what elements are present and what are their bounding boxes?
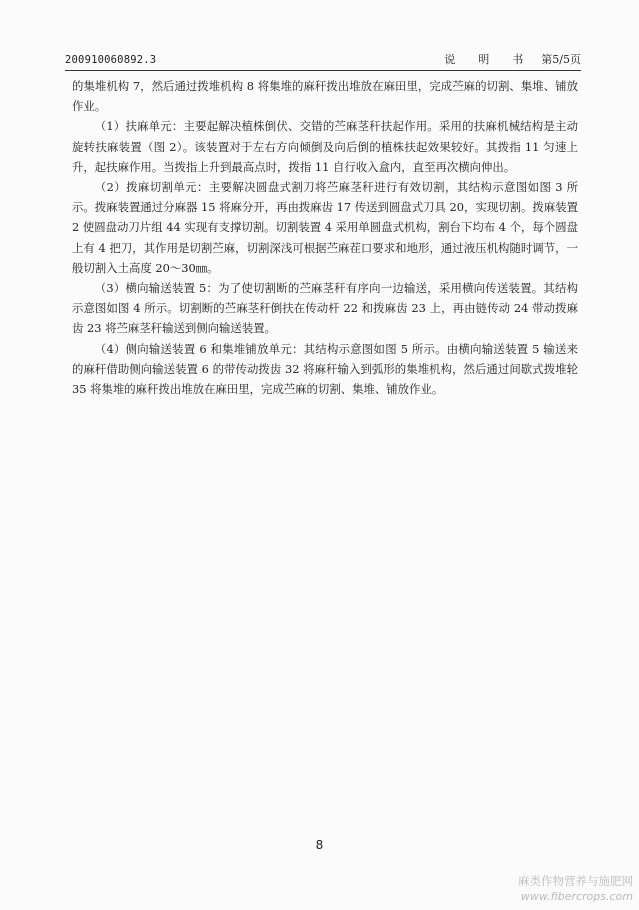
paragraph-continuation: 的集堆机构 7，然后通过拨堆机构 8 将集堆的麻秆拨出堆放在麻田里，完成苎麻的切割、集堆、铺放作业。 <box>72 79 578 114</box>
paragraph-cutting-unit: （2）拨麻切割单元：主要解决圆盘式割刀将苎麻茎秆进行有效切割，其结构示意图如图 3 所示。拨麻装置通过分麻器 15 将麻分开，再由拨麻齿 17 传送到圆盘式刀具 20，实现切割。拨麻装置 2 使圆盘动刀片组 44 实现有支撑切割。切割装置 4 采用单圆盘式机构，割台下均布 4 个，每个圆盘上有 4 把刀，其作用是切割苎麻，切割深浅可根据苎麻茬口要求和地形，通过液压机构随时调节，一般切割入土高度 20～30㎜。 <box>72 180 578 275</box>
document-body <box>72 76 578 399</box>
document-type-title: 说 明 书 <box>444 53 530 66</box>
header-divider <box>65 70 581 71</box>
paragraph-transverse-conveyor: （3）横向输送装置 5：为了使切割断的苎麻茎秆有序向一边输送，采用横向传送装置。其结构示意图如图 4 所示。切割断的苎麻茎秆倒扶在传动杆 22 和拨麻齿 23 上，再由链传动 24 带动拨麻齿 23 将苎麻茎秆输送到侧向输送装置。 <box>72 281 578 336</box>
header-right-group <box>444 50 581 70</box>
page-header <box>65 50 581 70</box>
watermark-site-url: www.fibercrops.com <box>520 890 633 903</box>
watermark-site-name: 麻类作物营养与施肥网 <box>518 874 633 888</box>
page-indicator: 第5/5页 <box>541 53 581 66</box>
patent-application-number: 200910060892.3 <box>65 54 157 66</box>
paragraph-lifting-unit: （1）扶麻单元：主要起解决植株倒伏、交错的苎麻茎秆扶起作用。采用的扶麻机械结构是主动旋转扶麻装置（图 2）。该装置对于左右方向倾倒及向后倒的植株扶起效果较好。其拨指 11 匀速上升，起扶麻作用。当拨指上升到最高点时，拨指 11 自行收入盒内，直至再次横向伸出。 <box>72 119 578 174</box>
page-number: 8 <box>315 838 324 852</box>
site-watermark <box>518 874 633 904</box>
paragraph-lateral-conveyor: （4）侧向输送装置 6 和集堆铺放单元：其结构示意图如图 5 所示。由横向输送装置 5 输送来的麻秆借助侧向输送装置 6 的带传动拨齿 32 将麻秆输入到弧形的集堆机构，然后通过间歇式拨堆轮 35 将集堆的麻秆拨出堆放在麻田里，完成苎麻的切割、集堆、铺放作业。 <box>72 341 578 397</box>
